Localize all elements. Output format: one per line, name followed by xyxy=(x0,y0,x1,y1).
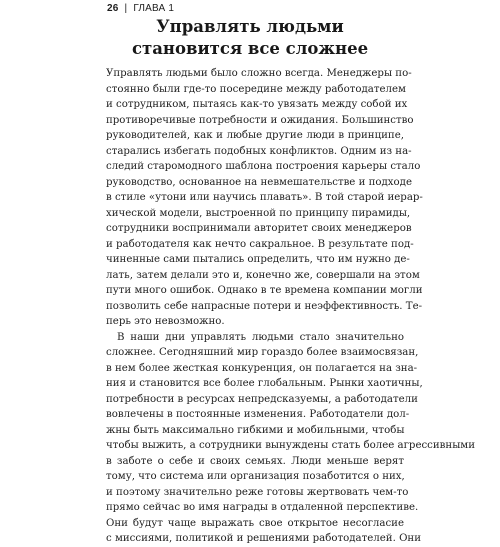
section-title-line-1: Управлять людьми xyxy=(156,17,344,36)
paragraph-1-line: лать, затем делали это и, конечно же, совершали на этом xyxy=(106,269,420,281)
paragraph-2-line: вовлечены в постоянные изменения. Работодатели дол- xyxy=(106,409,410,420)
page-number: 26 xyxy=(107,3,119,14)
paragraph-2-line: и поэтому значительно реже готовы жертвовать чем-то xyxy=(106,486,409,498)
paragraph-2-line: сложнее. Сегодняшний мир гораздо более взаимосвязан, xyxy=(106,347,419,358)
paragraph-1-line: в стиле «утони или научись плавать». В той старой иерар- xyxy=(106,192,423,203)
running-head xyxy=(107,3,174,14)
paragraph-2-line: в заботе о себе и своих семьях. Люди меньше верят xyxy=(106,455,404,467)
paragraph-2-line: с миссиями, политикой и решениями работодателей. Они xyxy=(106,533,421,544)
paragraph-1-line: сотрудники воспринимали авторитет своих менеджеров xyxy=(106,223,412,234)
paragraph-1-line: старались избегать подобных конфликтов. Одним из на- xyxy=(106,145,412,157)
paragraph-2-line: чтобы выжить, а сотрудники вынуждены стать более агрессивными xyxy=(106,440,476,451)
paragraph-1-line: и работодателя как нечто сакральное. В результате под- xyxy=(106,238,414,250)
paragraph-1-line: чиненные сами пытались определить, что им нужно де- xyxy=(106,254,410,265)
chapter-label: ГЛАВА 1 xyxy=(133,3,175,14)
paragraph-1-line: противоречивые потребности и ожидания. Большинство xyxy=(106,114,414,126)
paragraph-1-line: стоянно были где-то посередине между работодателем xyxy=(106,83,406,95)
section-title xyxy=(0,16,500,60)
paragraph-2-line: потребности в ресурсах непредсказуемы, а работодатели xyxy=(106,393,418,405)
paragraph-1-line: Управлять людьми было сложно всегда. Менеджеры по- xyxy=(106,68,412,79)
paragraph-2-line: в нем более жесткая конкуренция, он полагается на зна- xyxy=(106,362,418,374)
paragraph-1-line: и сотрудником, пытаясь как-то увязать между собой их xyxy=(106,99,408,110)
paragraph-1-line: пути много ошибок. Однако в те времена компании могли xyxy=(106,285,423,296)
paragraph-1-line: позволить себе напрасные потери и неэффективность. Те- xyxy=(106,300,423,312)
section-title-line-2: становится все сложнее xyxy=(131,39,369,58)
paragraph-1-line: руководителей, как и любые другие люди в принципе, xyxy=(106,130,404,141)
body-text xyxy=(106,66,476,547)
paragraph-2-line: В наши дни управлять людьми стало значительно xyxy=(117,331,404,343)
paragraph-1-line: руководство, основанное на невмешательстве и подходе xyxy=(106,176,412,188)
running-head-separator: | xyxy=(124,3,128,14)
paragraph-1-line: перь это невозможно. xyxy=(106,316,225,327)
paragraph-1-line: следий старомодного шаблона построения карьеры стало xyxy=(106,161,421,172)
paragraph-2-line: жны быть максимально гибкими и мобильными, чтобы xyxy=(106,424,405,436)
paragraph-2-line: ния и становится все более глобальным. Рынки хаотичны, xyxy=(106,378,423,389)
paragraph-2-line: прямо сейчас во имя награды в отдаленной перспективе. xyxy=(106,502,419,513)
paragraph-2-line: тому, что система или организация позаботится о них, xyxy=(106,471,405,482)
paragraph-1-line: хической модели, выстроенной по принципу пирамиды, xyxy=(106,207,411,219)
paragraph-2-line: Они будут чаще выражать свое открытое несогласие xyxy=(106,517,404,529)
